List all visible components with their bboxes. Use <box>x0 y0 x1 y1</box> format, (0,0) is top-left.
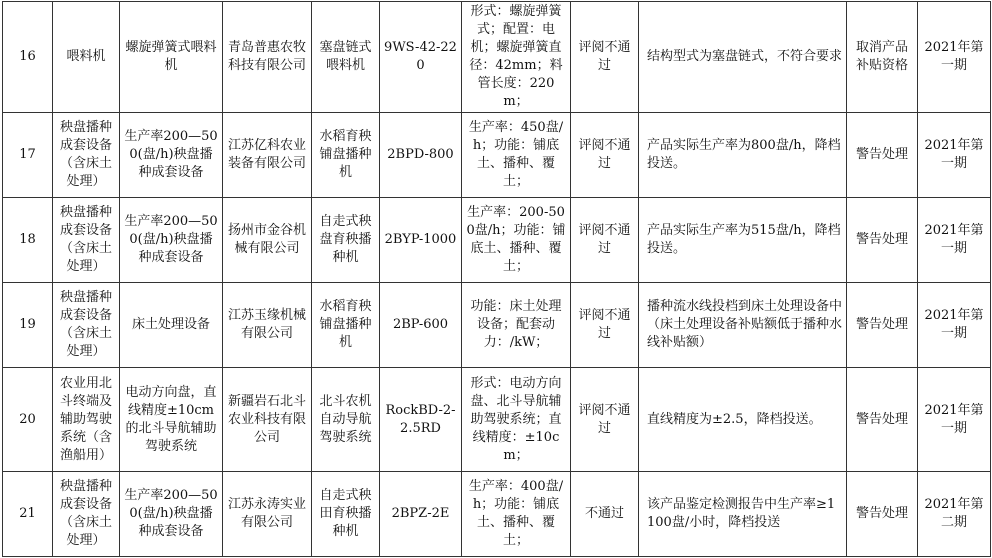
model-number: 2BYP-1000 <box>380 198 462 283</box>
product-spec: 生产率200—500(盘/h)秧盘播种成套设备 <box>120 113 223 198</box>
handling-measure: 警告处理 <box>847 113 918 198</box>
review-reason: 结构型式为塞盘链式，不符合要求 <box>639 2 847 113</box>
parameters: 生产率：450盘/h；功能：铺底土、播种、覆土； <box>462 113 571 198</box>
product-category: 喂料机 <box>53 2 120 113</box>
manufacturer: 青岛普惠农牧科技有限公司 <box>223 2 312 113</box>
machine-name: 自走式秧田育秧播种机 <box>312 472 380 557</box>
review-result: 评阅不通过 <box>571 368 639 472</box>
row-number: 18 <box>3 198 53 283</box>
manufacturer: 新疆岩石北斗农业科技有限公司 <box>223 368 312 472</box>
row-number: 16 <box>3 2 53 113</box>
handling-measure: 警告处理 <box>847 368 918 472</box>
table-row <box>3 472 991 557</box>
product-spec: 床土处理设备 <box>120 283 223 368</box>
product-category: 秧盘播种成套设备（含床土处理） <box>53 472 120 557</box>
subsidy-review-table <box>2 1 991 557</box>
machine-name: 自走式秧盘育秧播种机 <box>312 198 380 283</box>
parameters: 生产率：400盘/h；功能：铺底土、播种、覆土； <box>462 472 571 557</box>
row-number: 20 <box>3 368 53 472</box>
model-number: 2BPZ-2E <box>380 472 462 557</box>
manufacturer: 江苏玉缘机械有限公司 <box>223 283 312 368</box>
model-number: RockBD-2-2.5RD <box>380 368 462 472</box>
review-reason: 产品实际生产率为800盘/h，降档投送。 <box>639 113 847 198</box>
product-spec: 电动方向盘，直线精度±10cm的北斗导航辅助驾驶系统 <box>120 368 223 472</box>
review-result: 评阅不通过 <box>571 198 639 283</box>
table-row <box>3 198 991 283</box>
review-result: 评阅不通过 <box>571 113 639 198</box>
model-number: 9WS-42-220 <box>380 2 462 113</box>
period: 2021年第二期 <box>918 472 991 557</box>
table-row <box>3 368 991 472</box>
row-number: 17 <box>3 113 53 198</box>
model-number: 2BP-600 <box>380 283 462 368</box>
machine-name: 水稻育秧铺盘播种机 <box>312 283 380 368</box>
review-reason: 产品实际生产率为515盘/h，降档投送。 <box>639 198 847 283</box>
model-number: 2BPD-800 <box>380 113 462 198</box>
review-reason: 直线精度为±2.5，降档投送。 <box>639 368 847 472</box>
period: 2021年第一期 <box>918 198 991 283</box>
review-result: 评阅不通过 <box>571 283 639 368</box>
product-category: 秧盘播种成套设备（含床土处理） <box>53 198 120 283</box>
manufacturer: 扬州市金谷机械有限公司 <box>223 198 312 283</box>
parameters: 形式：螺旋弹簧式；配置：电机；螺旋弹簧直径：42mm；料管长度：220m； <box>462 2 571 113</box>
period: 2021年第一期 <box>918 2 991 113</box>
period: 2021年第一期 <box>918 283 991 368</box>
review-reason: 该产品鉴定检测报告中生产率≥1100盘/小时，降档投送 <box>639 472 847 557</box>
machine-name: 水稻育秧铺盘播种机 <box>312 113 380 198</box>
manufacturer: 江苏亿科农业装备有限公司 <box>223 113 312 198</box>
product-category: 秧盘播种成套设备（含床土处理） <box>53 283 120 368</box>
parameters: 形式：电动方向盘、北斗导航辅助驾驶系统；直线精度：±10cm； <box>462 368 571 472</box>
product-spec: 螺旋弹簧式喂料机 <box>120 2 223 113</box>
row-number: 21 <box>3 472 53 557</box>
product-spec: 生产率200—500(盘/h)秧盘播种成套设备 <box>120 198 223 283</box>
handling-measure: 警告处理 <box>847 283 918 368</box>
handling-measure: 警告处理 <box>847 198 918 283</box>
period: 2021年第一期 <box>918 368 991 472</box>
table-row <box>3 113 991 198</box>
review-reason: 播种流水线投档到床土处理设备中（床土处理设备补贴额低于播种水线补贴额） <box>639 283 847 368</box>
table-row <box>3 2 991 113</box>
machine-name: 北斗农机自动导航驾驶系统 <box>312 368 380 472</box>
manufacturer: 江苏永涛实业有限公司 <box>223 472 312 557</box>
parameters: 功能：床土处理设备；配套动力：/kW； <box>462 283 571 368</box>
period: 2021年第一期 <box>918 113 991 198</box>
row-number: 19 <box>3 283 53 368</box>
table-row <box>3 283 991 368</box>
machine-name: 塞盘链式喂料机 <box>312 2 380 113</box>
parameters: 生产率：200-500盘/h；功能：铺底土、播种、覆土； <box>462 198 571 283</box>
product-category: 农业用北斗终端及辅助驾驶系统（含渔船用） <box>53 368 120 472</box>
handling-measure: 取消产品补贴资格 <box>847 2 918 113</box>
product-spec: 生产率200—500(盘/h)秧盘播种成套设备 <box>120 472 223 557</box>
review-result: 不通过 <box>571 472 639 557</box>
product-category: 秧盘播种成套设备（含床土处理） <box>53 113 120 198</box>
review-result: 评阅不通过 <box>571 2 639 113</box>
handling-measure: 警告处理 <box>847 472 918 557</box>
